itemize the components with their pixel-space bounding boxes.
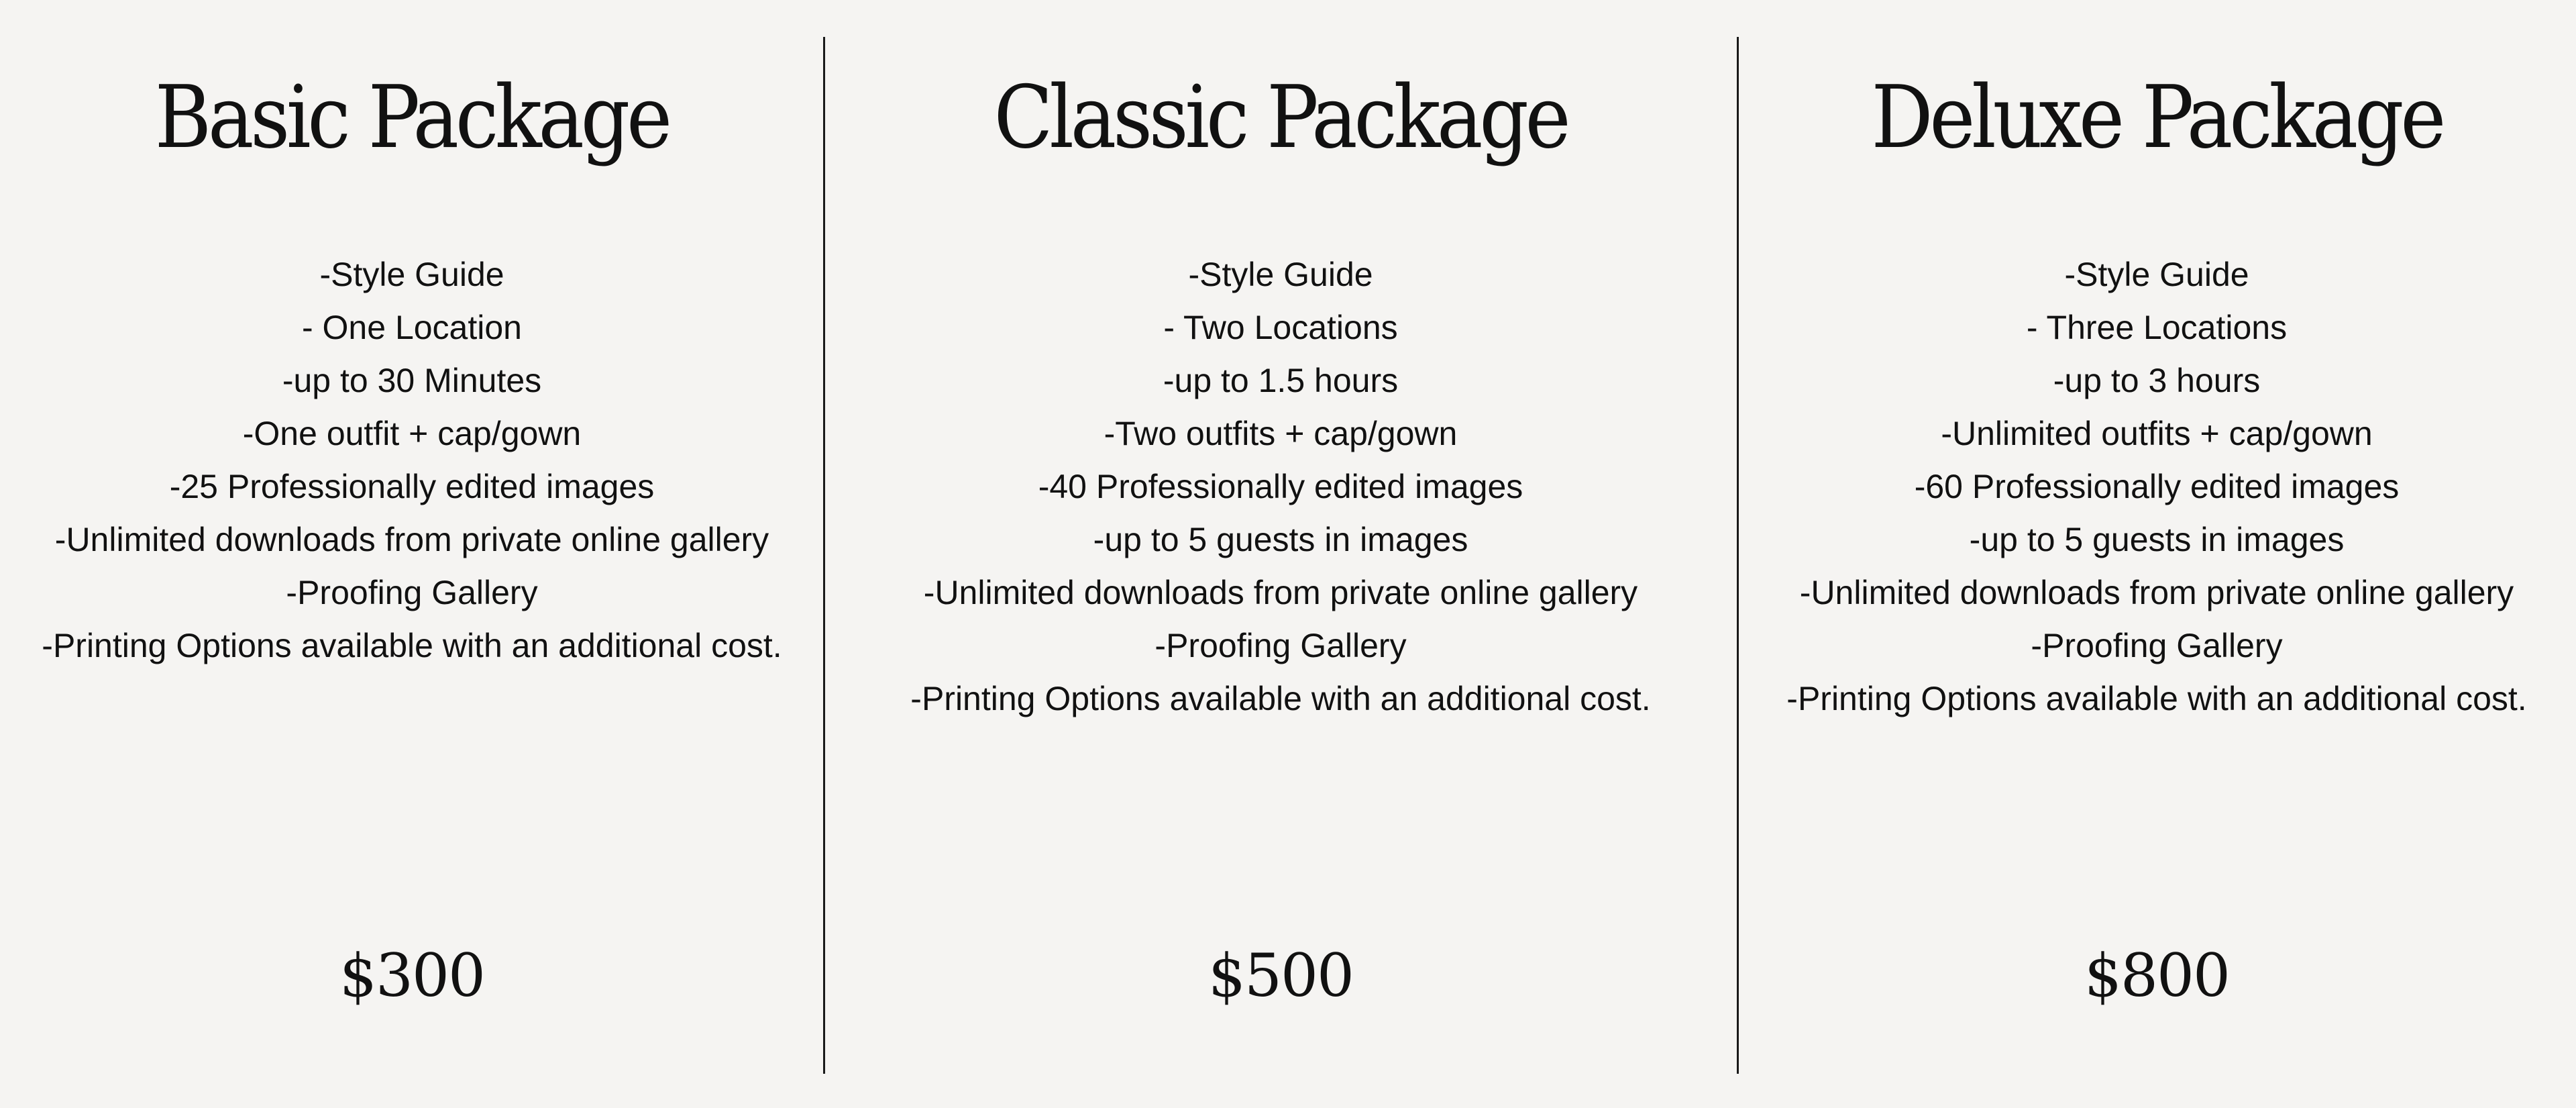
package-basic	[0, 0, 824, 1108]
feature-item: -Style Guide	[1188, 256, 1373, 293]
feature-item: -up to 5 guests in images	[1093, 521, 1468, 558]
feature-item: -Unlimited outfits + cap/gown	[1941, 415, 2373, 452]
feature-item: -Printing Options available with an additional cost.	[910, 680, 1651, 717]
package-price: $500	[1208, 941, 1353, 1010]
package-classic	[824, 0, 1737, 1108]
feature-item: -up to 30 Minutes	[282, 362, 542, 399]
feature-item: -Proofing Gallery	[1155, 627, 1407, 664]
feature-item: -Proofing Gallery	[286, 574, 538, 611]
package-price: $800	[2084, 941, 2229, 1010]
feature-list	[824, 248, 1737, 725]
feature-list	[0, 248, 824, 672]
feature-item: - One Location	[302, 309, 522, 346]
feature-item: -Style Guide	[2064, 256, 2249, 293]
feature-item: - Two Locations	[1163, 309, 1398, 346]
feature-item: -60 Professionally edited images	[1914, 468, 2400, 505]
feature-item: -Unlimited downloads from private online gallery	[54, 521, 769, 558]
feature-item: -Unlimited downloads from private online gallery	[923, 574, 1638, 611]
feature-item: -25 Professionally edited images	[169, 468, 655, 505]
feature-list	[1737, 248, 2576, 725]
package-title: Deluxe Package	[1871, 68, 2443, 168]
package-price: $300	[339, 941, 484, 1010]
feature-item: -up to 5 guests in images	[1969, 521, 2345, 558]
feature-item: -Two outfits + cap/gown	[1104, 415, 1458, 452]
feature-item: -Style Guide	[319, 256, 504, 293]
feature-item: -Proofing Gallery	[2031, 627, 2283, 664]
feature-item: -40 Professionally edited images	[1038, 468, 1523, 505]
feature-item: - Three Locations	[2026, 309, 2288, 346]
feature-item: -Printing Options available with an additional cost.	[42, 627, 782, 664]
package-title: Basic Package	[154, 68, 669, 168]
package-title: Classic Package	[994, 68, 1568, 168]
feature-item: -Unlimited downloads from private online gallery	[1799, 574, 2514, 611]
feature-item: -One outfit + cap/gown	[242, 415, 582, 452]
feature-item: -Printing Options available with an additional cost.	[1786, 680, 2527, 717]
feature-item: -up to 1.5 hours	[1163, 362, 1399, 399]
package-deluxe	[1737, 0, 2576, 1108]
feature-item: -up to 3 hours	[2053, 362, 2261, 399]
